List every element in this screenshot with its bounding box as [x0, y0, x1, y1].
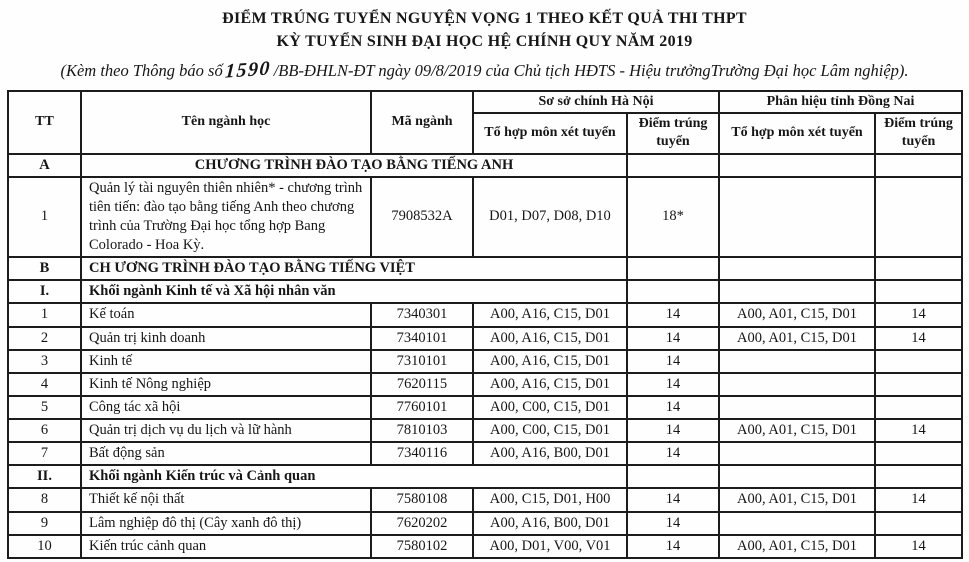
note-prefix: (Kèm theo Thông báo số — [60, 61, 223, 81]
cell-hn-tohop: A00, A16, B00, D01 — [473, 512, 627, 535]
cell-ten-nganh: Quản lý tài nguyên thiên nhiên* - chương trình tiên tiến: đào tạo bằng tiếng Anh theo chương trình của Trường Đại học tổng hợp Bang Colorado - Hoa Kỳ. — [81, 177, 371, 258]
table-body — [8, 154, 962, 558]
cell-ma-nganh: 7340116 — [371, 442, 473, 465]
cell-section-id: B — [8, 257, 81, 280]
cell-dn-tohop: A00, A01, C15, D01 — [719, 535, 875, 558]
cell-tt: 6 — [8, 419, 81, 442]
cell-dn-diem — [875, 396, 962, 419]
table-row — [8, 488, 962, 511]
cell-dn-tohop: A00, A01, C15, D01 — [719, 303, 875, 326]
cell-hn-tohop: A00, A16, C15, D01 — [473, 327, 627, 350]
table-row — [8, 303, 962, 326]
cell-dn-diem: 14 — [875, 488, 962, 511]
cell-tt: 10 — [8, 535, 81, 558]
cell-tt: 2 — [8, 327, 81, 350]
header-dn-diem: Điểm trúng tuyển — [875, 113, 962, 153]
cell-hn-tohop: A00, C00, C15, D01 — [473, 396, 627, 419]
cell-hn-diem: 14 — [627, 419, 719, 442]
header-ten-nganh: Tên ngành học — [81, 91, 371, 154]
cell-hn-tohop: A00, D01, V00, V01 — [473, 535, 627, 558]
cell-dn-diem: 14 — [875, 419, 962, 442]
section-row — [8, 154, 962, 177]
cell-dn-tohop — [719, 177, 875, 258]
cell-dn-diem — [875, 350, 962, 373]
cell-dn-diem: 14 — [875, 327, 962, 350]
cell-ten-nganh: Kiến trúc cảnh quan — [81, 535, 371, 558]
cell-dn-tohop — [719, 373, 875, 396]
cell-hn-diem: 14 — [627, 303, 719, 326]
cell-ten-nganh: Quản trị kinh doanh — [81, 327, 371, 350]
cell-hn-tohop: A00, A16, C15, D01 — [473, 303, 627, 326]
cell-dn-diem — [875, 442, 962, 465]
cell-ma-nganh: 7310101 — [371, 350, 473, 373]
cell-dn-tohop — [719, 465, 875, 488]
cell-dn-tohop — [719, 512, 875, 535]
cell-hn-diem: 14 — [627, 535, 719, 558]
cell-dn-tohop — [719, 257, 875, 280]
cell-dn-tohop: A00, A01, C15, D01 — [719, 488, 875, 511]
section-row — [8, 280, 962, 303]
cell-tt: 1 — [8, 177, 81, 258]
cell-ten-nganh: Quản trị dịch vụ du lịch và lữ hành — [81, 419, 371, 442]
cell-ma-nganh: 7908532A — [371, 177, 473, 258]
cell-dn-tohop — [719, 396, 875, 419]
cell-section-title: Khối ngành Kiến trúc và Cảnh quan — [81, 465, 627, 488]
note-suffix: /BB-ĐHLN-ĐT ngày 09/8/2019 của Chủ tịch HĐTS - Hiệu trưởngTrường Đại học Lâm nghiệp). — [273, 61, 909, 81]
cell-hn-diem: 18* — [627, 177, 719, 258]
cell-dn-diem — [875, 154, 962, 177]
cell-dn-tohop: A00, A01, C15, D01 — [719, 419, 875, 442]
document-note — [0, 57, 969, 84]
cell-dn-diem — [875, 177, 962, 258]
header-hanoi-group: Sơ sở chính Hà Nội — [473, 91, 719, 113]
cell-hn-diem: 14 — [627, 396, 719, 419]
cell-ma-nganh: 7760101 — [371, 396, 473, 419]
cell-section-title: CH ƯƠNG TRÌNH ĐÀO TẠO BẰNG TIẾNG VIỆT — [81, 257, 627, 280]
table-row — [8, 512, 962, 535]
document-header — [0, 0, 969, 84]
table-row — [8, 535, 962, 558]
cell-ten-nganh: Kế toán — [81, 303, 371, 326]
cell-tt: 1 — [8, 303, 81, 326]
header-dongnai-group: Phân hiệu tỉnh Đồng Nai — [719, 91, 962, 113]
cell-hn-tohop: A00, A16, C15, D01 — [473, 350, 627, 373]
header-row-groups — [8, 91, 962, 113]
cell-dn-tohop — [719, 280, 875, 303]
cell-section-id: II. — [8, 465, 81, 488]
table-row — [8, 442, 962, 465]
cell-ten-nganh: Công tác xã hội — [81, 396, 371, 419]
document-title-line2: KỲ TUYỂN SINH ĐẠI HỌC HỆ CHÍNH QUY NĂM 2019 — [276, 33, 693, 51]
cell-hn-diem — [627, 465, 719, 488]
cell-hn-diem: 14 — [627, 350, 719, 373]
cell-hn-diem: 14 — [627, 488, 719, 511]
cell-ma-nganh: 7810103 — [371, 419, 473, 442]
header-hn-tohop: Tổ hợp môn xét tuyển — [473, 113, 627, 153]
cell-ma-nganh: 7620202 — [371, 512, 473, 535]
cell-ten-nganh: Kinh tế Nông nghiệp — [81, 373, 371, 396]
header-dn-tohop: Tổ hợp môn xét tuyển — [719, 113, 875, 153]
cell-dn-diem — [875, 280, 962, 303]
cell-tt: 4 — [8, 373, 81, 396]
cell-hn-diem: 14 — [627, 327, 719, 350]
cell-tt: 5 — [8, 396, 81, 419]
cell-ten-nganh: Bất động sản — [81, 442, 371, 465]
cell-dn-tohop — [719, 442, 875, 465]
table-header — [8, 91, 962, 154]
cell-hn-diem: 14 — [627, 373, 719, 396]
cell-hn-diem — [627, 154, 719, 177]
cell-hn-tohop: D01, D07, D08, D10 — [473, 177, 627, 258]
cell-ten-nganh: Thiết kế nội thất — [81, 488, 371, 511]
cell-ma-nganh: 7620115 — [371, 373, 473, 396]
section-row — [8, 465, 962, 488]
handwritten-number: 1590 — [224, 57, 272, 84]
cell-hn-tohop: A00, C15, D01, H00 — [473, 488, 627, 511]
cell-dn-diem — [875, 512, 962, 535]
header-tt: TT — [8, 91, 81, 154]
cell-tt: 9 — [8, 512, 81, 535]
cell-hn-diem: 14 — [627, 512, 719, 535]
cell-dn-diem — [875, 257, 962, 280]
cell-hn-tohop: A00, A16, B00, D01 — [473, 442, 627, 465]
header-ma-nganh: Mã ngành — [371, 91, 473, 154]
cell-hn-diem — [627, 280, 719, 303]
cell-hn-tohop: A00, C00, C15, D01 — [473, 419, 627, 442]
cell-tt: 8 — [8, 488, 81, 511]
cell-ten-nganh: Lâm nghiệp đô thị (Cây xanh đô thị) — [81, 512, 371, 535]
table-row — [8, 177, 962, 258]
table-row — [8, 350, 962, 373]
admission-scores-table — [7, 90, 963, 559]
cell-ma-nganh: 7580108 — [371, 488, 473, 511]
cell-section-id: A — [8, 154, 81, 177]
cell-section-title: CHƯƠNG TRÌNH ĐÀO TẠO BẰNG TIẾNG ANH — [81, 154, 627, 177]
table-row — [8, 396, 962, 419]
cell-dn-tohop — [719, 350, 875, 373]
cell-ten-nganh: Kinh tế — [81, 350, 371, 373]
document-title-line1: ĐIỂM TRÚNG TUYỂN NGUYỆN VỌNG 1 THEO KẾT QUẢ THI THPT — [222, 10, 747, 27]
cell-hn-diem: 14 — [627, 442, 719, 465]
cell-tt: 7 — [8, 442, 81, 465]
cell-hn-diem — [627, 257, 719, 280]
table-row — [8, 373, 962, 396]
cell-dn-tohop — [719, 154, 875, 177]
cell-dn-diem — [875, 373, 962, 396]
section-row — [8, 257, 962, 280]
cell-ma-nganh: 7340101 — [371, 327, 473, 350]
header-hn-diem: Điểm trúng tuyển — [627, 113, 719, 153]
table-row — [8, 327, 962, 350]
cell-dn-tohop: A00, A01, C15, D01 — [719, 327, 875, 350]
cell-hn-tohop: A00, A16, C15, D01 — [473, 373, 627, 396]
cell-ma-nganh: 7340301 — [371, 303, 473, 326]
table-row — [8, 419, 962, 442]
cell-tt: 3 — [8, 350, 81, 373]
cell-dn-diem: 14 — [875, 535, 962, 558]
cell-dn-diem — [875, 465, 962, 488]
cell-section-title: Khối ngành Kinh tế và Xã hội nhân văn — [81, 280, 627, 303]
cell-section-id: I. — [8, 280, 81, 303]
cell-ma-nganh: 7580102 — [371, 535, 473, 558]
cell-dn-diem: 14 — [875, 303, 962, 326]
